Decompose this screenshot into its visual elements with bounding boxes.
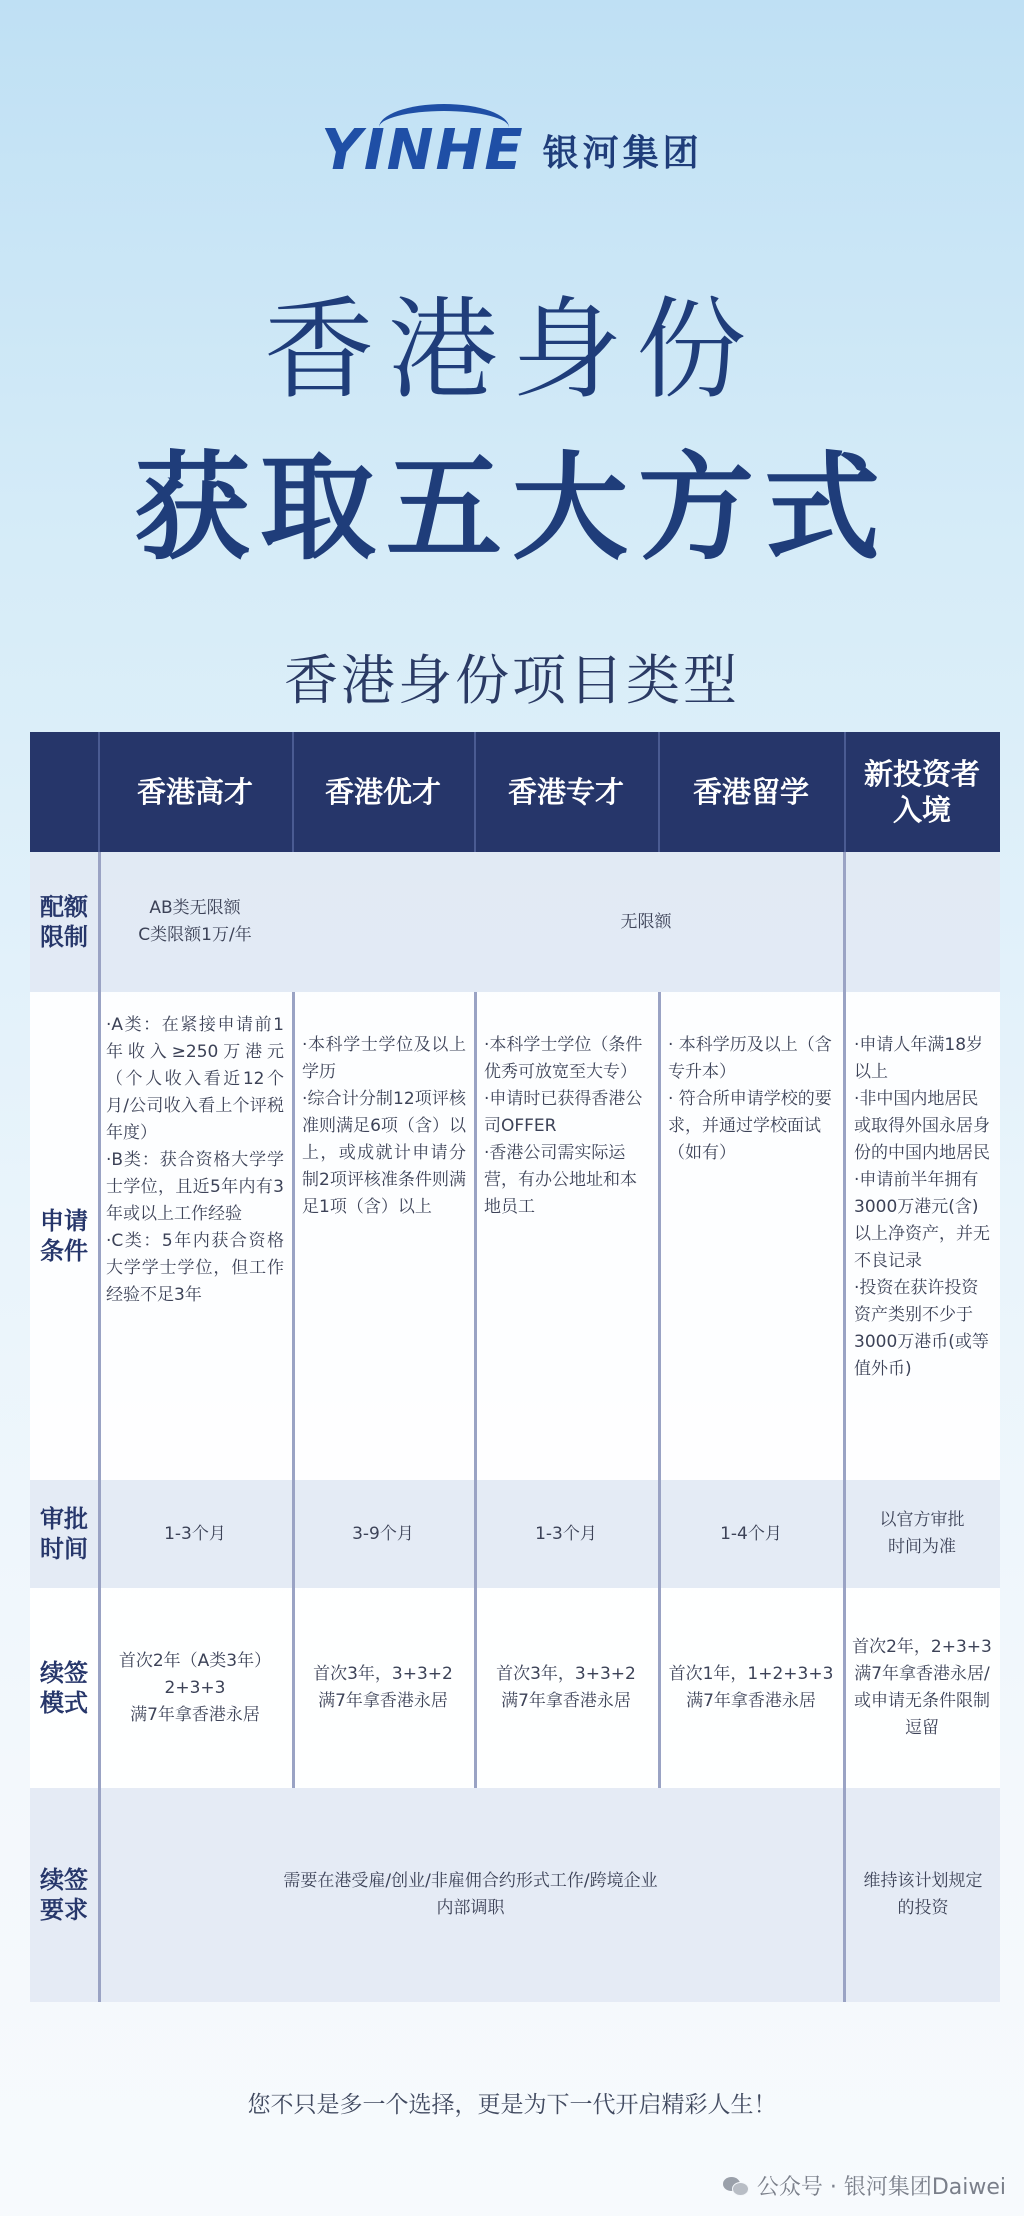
cell-conditions-youcai: ·本科学士学位及以上学历 ·综合计分制12项评核准则满足6项（含）以上，或成就计申请分制2项评核准条件则满足1项（含）以上 (302, 1035, 466, 1217)
cell-approval-touzi: 以官方审批 时间为准 (879, 1510, 965, 1557)
title-line-2: 获取五大方式 (134, 441, 890, 576)
cell-approval-gaocai: 1-3个月 (164, 1523, 226, 1544)
comparison-table (30, 732, 1000, 2002)
logo-arc-icon (379, 104, 509, 151)
footer-slogan: 您不只是多一个选择，更是为下一代开启精彩人生！ (247, 2092, 777, 2118)
cell-renewal-req-others: 需要在港受雇/创业/非雇佣合约形式工作/跨境企业 内部调职 (283, 1871, 658, 1918)
col-header-zhuancai: 香港专才 (507, 775, 624, 809)
cell-approval-liuxue: 1-4个月 (720, 1523, 782, 1544)
cell-renewal-mode-liuxue: 首次1年，1+2+3+3 满7年拿香港永居 (668, 1664, 834, 1711)
cell-renewal-mode-youcai: 首次3年，3+3+2 满7年拿香港永居 (313, 1664, 453, 1711)
cell-approval-zhuancai: 1-3个月 (535, 1523, 597, 1544)
col-header-youcai: 香港优才 (324, 775, 441, 809)
cell-renewal-req-touzi: 维持该计划规定 的投资 (863, 1871, 983, 1918)
table-subtitle: 香港身份项目类型 (284, 649, 740, 712)
logo-mark-text: YINHE (321, 118, 525, 183)
row-label-approval: 审批 时间 (40, 1505, 88, 1563)
col-header-gaocai: 香港高才 (136, 775, 253, 809)
row-label-renewal-req: 续签 要求 (40, 1866, 88, 1924)
cell-conditions-gaocai: ·A类：在紧接申请前1年收入≥250万港元（个人收入看近12个月/公司收入看上个评税年度） ·B类：获合资格大学学士学位，且近5年内有3年或以上工作经验 ·C类：5年内获合资格大学学士学位，但工作经验不足3年 (106, 1015, 284, 1305)
title-line-1: 香港身份 (264, 286, 760, 414)
cell-conditions-zhuancai: ·本科学士学位（条件优秀可放宽至大专） ·申请时已获得香港公司OFFER ·香港公司需实际运营，有办公地址和本地员工 (484, 1035, 643, 1217)
col-header-touzi: 新投资者 入境 (863, 757, 980, 827)
row-label-conditions: 申请 条件 (40, 1207, 88, 1265)
wechat-icon (723, 2175, 749, 2197)
col-header-liuxue: 香港留学 (692, 775, 809, 809)
cell-renewal-mode-zhuancai: 首次3年，3+3+2 满7年拿香港永居 (496, 1664, 636, 1711)
header-divider (844, 732, 846, 852)
logo-text: 银河集团 (542, 133, 703, 174)
header-divider (292, 732, 294, 852)
row-label-renewal-mode: 续签 模式 (40, 1659, 88, 1717)
cell-quota-others: 无限额 (620, 911, 672, 932)
wechat-attribution (723, 2170, 1006, 2201)
cell-conditions-liuxue: · 本科学历及以上（含专升本） · 符合所申请学校的要求，并通过学校面试（如有） (668, 1035, 832, 1163)
cell-quota-gaocai: AB类无限额 C类限额1万/年 (138, 898, 252, 945)
header-divider (98, 732, 100, 852)
header-divider (474, 732, 476, 852)
cell-conditions-touzi: ·申请人年满18岁以上 ·非中国内地居民或取得外国永居身份的中国内地居民 ·申请前半年拥有3000万港元(含)以上净资产，并无不良记录 ·投资在获许投资资产类别不少于3000万港币(或等值外币) (854, 1035, 990, 1379)
brand-logo (0, 118, 1024, 183)
logo-mark (321, 118, 524, 183)
cell-renewal-mode-gaocai: 首次2年（A类3年） 2+3+3 满7年拿香港永居 (118, 1650, 272, 1725)
cell-renewal-mode-touzi: 首次2年，2+3+3 满7年拿香港永居/或申请无条件限制逗留 (852, 1637, 992, 1738)
wechat-account-text: 公众号 · 银河集团Daiwei (756, 2175, 1006, 2200)
row-label-quota: 配额 限制 (40, 893, 88, 951)
header-divider (658, 732, 660, 852)
cell-approval-youcai: 3-9个月 (352, 1523, 414, 1544)
